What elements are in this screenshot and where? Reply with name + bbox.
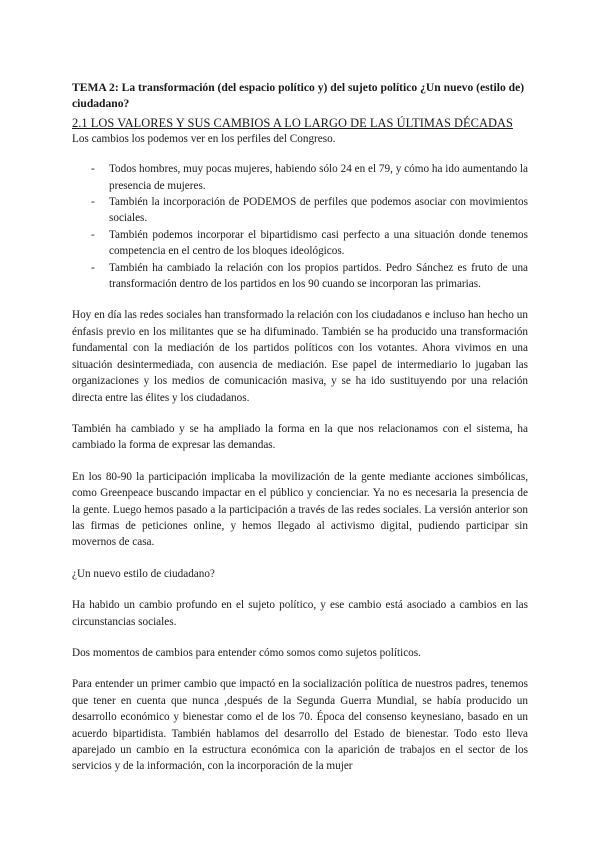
bullet-list — [72, 161, 528, 292]
bullet-dash: - — [91, 163, 95, 176]
list-item-text: Todos hombres, muy pocas mujeres, habiendo sólo 24 en el 79, y cómo ha ido aumentando la presencia de mujeres. — [109, 163, 528, 192]
intro-paragraph: Los cambios los podemos ver en los perfiles del Congreso. — [72, 132, 336, 145]
list-item — [72, 194, 528, 227]
document-title: TEMA 2: La transformación (del espacio político y) del sujeto político ¿Un nuevo (estilo de) ciudadano? — [72, 81, 525, 111]
list-item — [72, 260, 528, 293]
body-paragraph: Dos momentos de cambios para entender cómo somos como sujetos políticos. — [72, 646, 421, 659]
document-page — [72, 80, 528, 790]
body-paragraph: También ha cambiado y se ha ampliado la forma en la que nos relacionamos con el sistema, ha cambiado la forma de expresar las demandas. — [72, 422, 528, 452]
list-item-text: También la incorporación de PODEMOS de perfiles que podemos asociar con movimientos sociales. — [109, 196, 528, 225]
list-item-text: También podemos incorporar el bipartidismo casi perfecto a una situación donde tenemos competencia en el centro de los bloques ideológicos. — [109, 228, 528, 258]
subheading-question: ¿Un nuevo estilo de ciudadano? — [72, 567, 215, 580]
body-paragraph: Para entender un primer cambio que impactó en la socialización política de nuestros padres, tenemos que tener en cuenta que nunca ,después de la Segunda Guerra Mundial, se había producido un desarrollo económico y bienestar como el de los 70. Época del consenso keynesiano, basado en un acuerdo bipartidista. También hablamos del desarrollo del Estado de bienestar. Todo esto lleva aparejado un cambio en la estructura económica con la aparición de trabajos en el sector de los servicios y de la información, con la incorporación de la mujer — [72, 678, 528, 773]
section-heading: 2.1 LOS VALORES Y SUS CAMBIOS A LO LARGO DE LAS ÚLTIMAS DÉCADAS — [72, 115, 513, 130]
body-paragraph: En los 80-90 la participación implicaba la movilización de la gente mediante acciones simbólicas, como Greenpeace buscando impactar en el público y concienciar. Ya no es necesaria la presencia de la gente. Luego hemos pasado a la participación a través de las redes sociales. La versión anterior son las firmas de peticiones online, y hemos llegado al activismo digital, pudiendo participar sin movernos de casa. — [72, 470, 528, 549]
list-item-text: También ha cambiado la relación con los propios partidos. Pedro Sánchez es fruto de una transformación dentro de los partidos en los 90 cuando se incorporan las primarias. — [109, 261, 528, 291]
list-item — [72, 227, 528, 260]
body-paragraph: Hoy en día las redes sociales han transformado la relación con los ciudadanos e incluso han hecho un énfasis previo en los militantes que se ha difuminado. También se ha producido una transformación fundamental con la mediación de los partidos políticos con los votantes. Ahora vivimos en una situación desintermediada, con ausencia de mediación. Ese papel de intermediario lo jugaban las organizaciones y los medios de comunicación masiva, y se ha ido sustituyendo por una relación directa entre las élites y los ciudadanos. — [72, 309, 528, 404]
list-item — [72, 161, 528, 194]
bullet-dash: - — [91, 261, 95, 274]
bullet-dash: - — [91, 228, 95, 241]
body-paragraph: Ha habido un cambio profundo en el sujeto político, y ese cambio está asociado a cambios en las circunstancias sociales. — [72, 599, 528, 628]
bullet-dash: - — [91, 196, 95, 209]
